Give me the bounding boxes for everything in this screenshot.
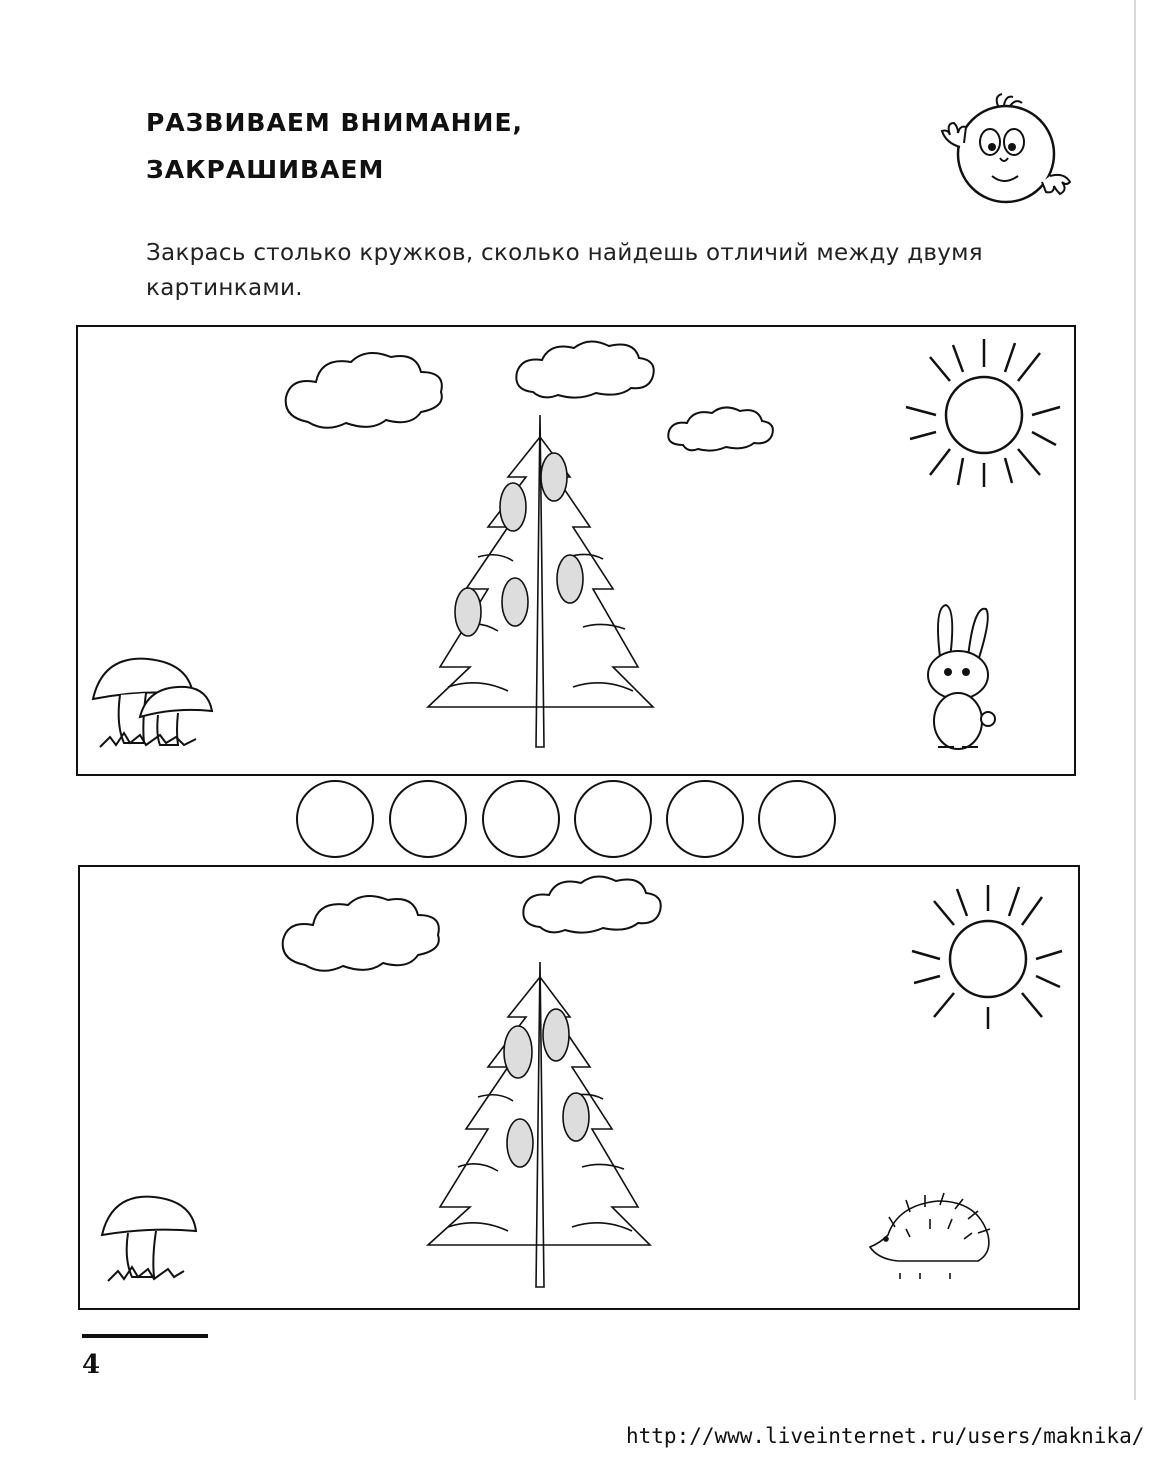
cloud-icon[interactable] [668, 407, 773, 450]
answer-circle[interactable] [483, 781, 559, 857]
answer-circles-row [295, 778, 845, 860]
cloud-icon[interactable] [523, 876, 660, 932]
sun-icon[interactable] [912, 885, 1062, 1029]
page-title-line-1: РАЗВИВАЕМ ВНИМАНИЕ, [146, 108, 524, 137]
page-number-rule [82, 1334, 208, 1338]
answer-circle[interactable] [759, 781, 835, 857]
picture-panel-top [76, 325, 1076, 776]
mushroom-icon[interactable] [93, 659, 212, 747]
page-edge-line [1134, 0, 1136, 1400]
watermark-url: http://www.liveinternet.ru/users/maknika/ [626, 1424, 1145, 1448]
answer-circle[interactable] [575, 781, 651, 857]
answer-circle[interactable] [667, 781, 743, 857]
sun-icon[interactable] [906, 339, 1060, 487]
page-title-line-2: ЗАКРАШИВАЕМ [146, 155, 385, 184]
cloud-icon[interactable] [283, 896, 439, 971]
cloud-icon[interactable] [286, 353, 442, 428]
picture-panel-bottom [78, 865, 1080, 1310]
answer-circle[interactable] [297, 781, 373, 857]
hedgehog-icon[interactable] [870, 1193, 990, 1279]
mushroom-icon[interactable] [102, 1197, 196, 1281]
fir-tree-icon[interactable] [428, 962, 650, 1287]
answer-circle[interactable] [390, 781, 466, 857]
fir-tree-icon[interactable] [428, 415, 653, 747]
smiling-ball-mascot-icon [928, 92, 1078, 217]
page-number: 4 [82, 1350, 101, 1380]
task-instruction: Закрась столько кружков, сколько найдешь отличий между двумя картинками. [146, 240, 983, 301]
cloud-icon[interactable] [516, 341, 653, 397]
bunny-icon[interactable] [928, 605, 995, 749]
